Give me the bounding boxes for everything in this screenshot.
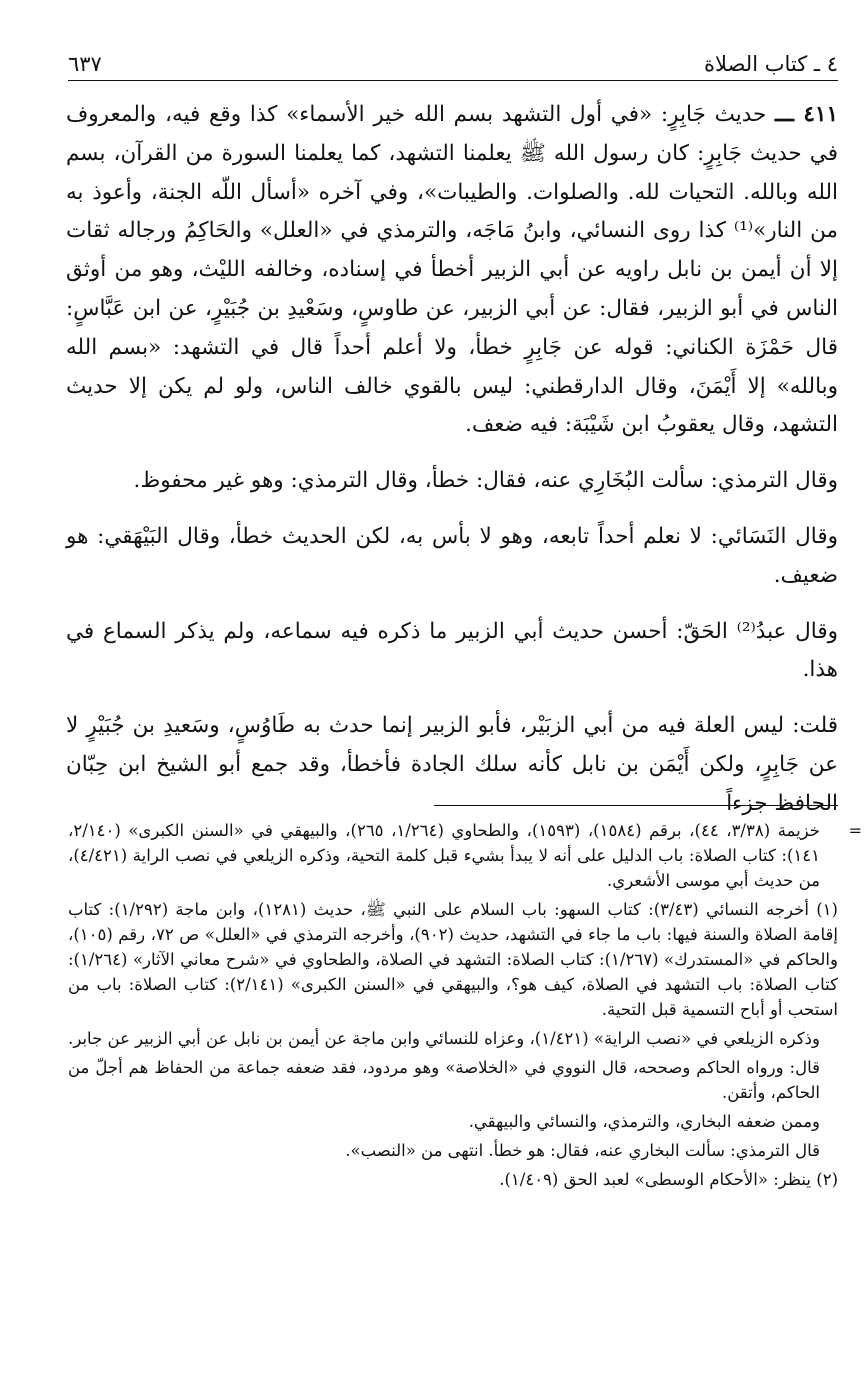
footnote-1-paragraph: قال: ورواه الحاكم وصححه، قال النووي في «الخلاصة» وهو مردود، فقد ضعفه جماعة من الحفاظ هم أجلّ من الحاكم، وأتقن. [68, 1058, 820, 1102]
footnote-mark: (٢) [816, 1170, 838, 1189]
page-number: ٦٣٧ [68, 52, 102, 76]
footnotes [68, 818, 862, 1196]
chapter-title: ٤ ـ كتاب الصلاة [704, 52, 838, 76]
footnote-1-paragraph: قال الترمذي: سألت البخاري عنه، فقال: هو خطأ. انتهى من «النصب». [345, 1141, 820, 1160]
footnote-1-paragraph: وذكره الزيلعي في «نصب الراية» (١/٤٢١)، وعزاه للنسائي وابن ماجة عن أيمن بن نابل عن أبي الزبير عن جابر. [68, 1029, 820, 1048]
footnote-rule [434, 805, 838, 806]
footnote-text: ينظر: «الأحكام الوسطى» لعبد الحق (١/٤٠٩). [499, 1170, 811, 1189]
paragraph: وقال الترمذي: سألت البُخَارِي عنه، فقال: خطأ، وقال الترمذي: وهو غير محفوظ. [133, 468, 838, 494]
continuation-marker: = [848, 821, 862, 840]
running-head [68, 42, 838, 76]
footnote-1-paragraph: وممن ضعفه البخاري، والترمذي، والنسائي والبيهقي. [468, 1112, 820, 1131]
footnote-1 [68, 897, 838, 1022]
footnote-text: أخرجه النسائي (٣/٤٣): كتاب السهو: باب السلام على النبي ﷺ، حديث (١٢٨١)، وابن ماجة (١/٢٩٢): كتاب إقامة الصلاة والسنة فيها: باب ما جاء في التشهد، حديث (٩٠٢)، وأخرجه الترمذي في «العلل» ص ٧٢، رقم (١٠٥)، والحاكم في «المستدرك» (١/٢٦٧): كتاب الصلاة: التشهد في الصلاة، والطحاوي في «شرح معاني الآثار» (١/٢٦٤): كتاب الصلاة: باب التشهد في الصلاة، كيف هو؟، والبيهقي في «السنن الكبرى» (٢/١٤١): كتاب الصلاة: باب من استحب أو أباح التسمية قبل التحية. [68, 900, 838, 1019]
hadith-number: ٤١١ ـــ [775, 102, 838, 127]
paragraph: وقال النَسَائي: لا نعلم أحداً تابعه، وهو لا بأس به، لكن الحديث خطأ، وقال البَيْهَقي: هو ضعيف. [66, 523, 838, 588]
header-rule [68, 80, 838, 81]
footnote-continuation [68, 818, 862, 893]
footnote-text: خزيمة (٣/٣٨، ٤٤)، برقم (١٥٨٤)، (١٥٩٣)، والطحاوي (١/٢٦٤، ٢٦٥)، والبيهقي في «السنن الكبرى» (٢/١٤٠، ١٤١): كتاب الصلاة: باب الدليل على أنه لا يبدأ بشيء قبل كلمة التحية، وذكره الزيلعي في نصب الراية (٤/٤٢١)، من حديث أبي موسى الأشعري. [68, 821, 820, 890]
paragraph: قلت: ليس العلة فيه من أبي الزبَيْر، فأبو الزبير إنما حدث به طَاوُسٍ، وسَعيدِ بن جُبَيْرٍ لا عن جَابِرٍ، ولكن أَيْمَن بن نابل كأنه سلك الجادة فأخطأ، وقد جمع أبو الشيخ ابن حِبّان الحافظ جزءاً [66, 713, 838, 816]
hadith-paragraph [66, 96, 838, 445]
paragraph: وقال عبدُ⁽²⁾ الحَقّ: أحسن حديث أبي الزبير ما ذكره فيه سماعه، ولم يذكر السماع في هذا. [66, 618, 838, 683]
paragraph-text: حديث جَابِرٍ: «في أول التشهد بسم الله خير الأسماء» كذا وقع فيه، والمعروف في حديث جَابِرٍ: كان رسول الله ﷺ يعلمنا التشهد، كما يعلمنا السورة من القرآن، بسم الله وبالله. التحيات لله. والصلوات. والطيبات»، وفي آخره «أسأل اللّه الجنة، وأعوذ به من النار»⁽¹⁾ كذا روى النسائي، وابنُ مَاجَه، والترمذي في «العلل» والحَاكِمُ ورجاله ثقات إلا أن أيمن بن نابل راويه عن أبي الزبير أخطأ في إسناده، وخالفه الليْث، وهو من أوثق الناس في أبو الزبير، فقال: عن أبي الزبير، عن طاوسٍ، وسَعْيدِ بن جُبَيْرٍ، عن ابن عَبَّاسٍ: قال حَمْزَة الكناني: قوله عن جَابِرٍ خطأ، ولا أعلم أحداً قال في التشهد: «بسم الله وبالله» إلا أَيْمَنَ، وقال الدارقطني: ليس بالقوي خالف الناس، ولو لم يكن إلا حديث التشهد، وقال يعقوبُ ابن شَيْبَة: فيه ضعف. [66, 102, 838, 438]
footnote-2 [68, 1167, 838, 1192]
main-text [66, 96, 838, 824]
footnote-mark: (١) [816, 900, 838, 919]
